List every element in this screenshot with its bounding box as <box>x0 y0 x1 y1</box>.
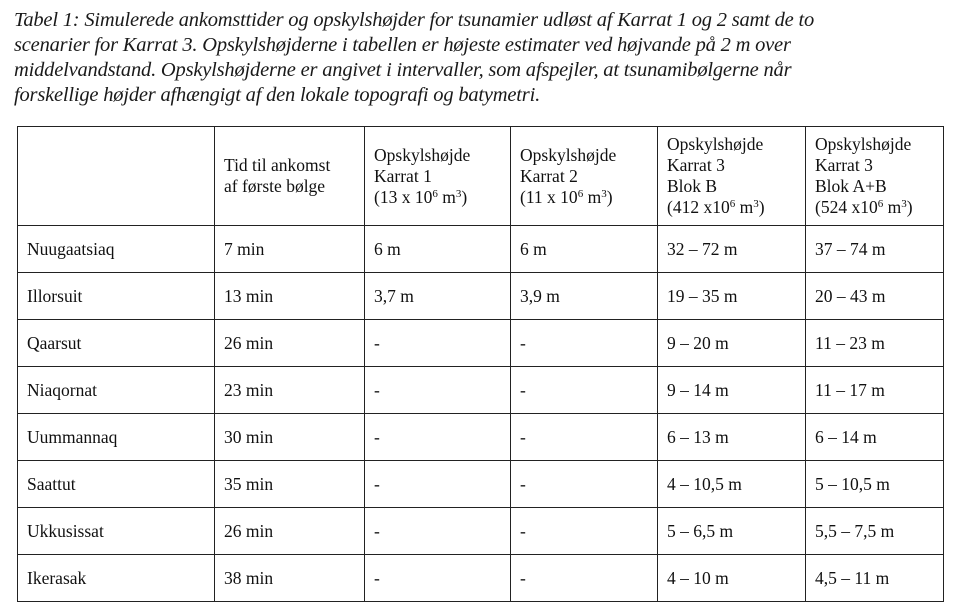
cell-karrat-3-blok-ab: 11 – 17 m <box>806 367 944 414</box>
cell-arrival-time: 38 min <box>215 555 365 602</box>
caption-line: middelvandstand. Opskylshøjderne er angivet i intervaller, som afspejler, at tsunamibølgerne når <box>14 59 792 81</box>
header-volume: (412 $x10^6$ $m^3$) <box>667 197 765 217</box>
cell-karrat-2: 3,9 m <box>511 273 658 320</box>
cell-karrat-1: 6 m <box>365 226 511 273</box>
header-volume: (13 x $10^6$ $m^3$) <box>374 186 468 207</box>
cell-karrat-3-blok-ab: 20 – 43 m <box>806 273 944 320</box>
cell-location: Illorsuit <box>18 273 215 320</box>
table-row <box>18 320 944 367</box>
cell-location: Qaarsut <box>18 320 215 367</box>
cell-karrat-3-blok-b: 5 – 6,5 m <box>658 508 806 555</box>
cell-karrat-2: - <box>511 508 658 555</box>
header-volume: (11 x $10^6$ $m^3$) <box>520 186 613 207</box>
cell-karrat-1: - <box>365 461 511 508</box>
header-line: Tid til ankomst <box>224 155 331 175</box>
cell-karrat-3-blok-b: 6 – 13 m <box>658 414 806 461</box>
cell-karrat-3-blok-ab: 5 – 10,5 m <box>806 461 944 508</box>
header-line: af første bølge <box>224 176 326 196</box>
header-volume: (524 $x10^6$ $m^3$) <box>815 197 913 217</box>
cell-karrat-3-blok-b: 32 – 72 m <box>658 226 806 273</box>
header-line: Opskylshøjde <box>520 144 617 165</box>
header-line: Opskylshøjde <box>815 134 912 154</box>
table-row <box>18 226 944 273</box>
cell-location: Saattut <box>18 461 215 508</box>
header-karrat-3-blok-ab <box>806 127 944 226</box>
cell-location: Uummannaq <box>18 414 215 461</box>
cell-karrat-1: - <box>365 414 511 461</box>
cell-arrival-time: 26 min <box>215 508 365 555</box>
header-line: Karrat 1 <box>374 165 432 186</box>
header-karrat-1 <box>365 127 511 226</box>
header-line: Karrat 3 <box>815 155 873 175</box>
cell-karrat-3-blok-ab: 37 – 74 m <box>806 226 944 273</box>
header-location <box>18 127 215 226</box>
header-line: Blok B <box>667 176 718 196</box>
header-line: Blok A+B <box>815 176 887 196</box>
cell-karrat-2: - <box>511 555 658 602</box>
header-line: Karrat 3 <box>667 155 725 175</box>
cell-arrival-time: 23 min <box>215 367 365 414</box>
cell-karrat-1: 3,7 m <box>365 273 511 320</box>
caption-line: forskellige højder afhængigt af den lokale topografi og batymetri. <box>14 84 541 106</box>
cell-arrival-time: 7 min <box>215 226 365 273</box>
cell-karrat-3-blok-b: 19 – 35 m <box>658 273 806 320</box>
cell-location: Niaqornat <box>18 367 215 414</box>
header-karrat-3-blok-b <box>658 127 806 226</box>
cell-location: Nuugaatsiaq <box>18 226 215 273</box>
cell-karrat-2: 6 m <box>511 226 658 273</box>
cell-karrat-3-blok-b: 4 – 10 m <box>658 555 806 602</box>
caption-line: scenarier for Karrat 3. Opskylshøjderne i tabellen er højeste estimater ved højvande på 2 m over <box>14 34 791 56</box>
cell-karrat-3-blok-b: 4 – 10,5 m <box>658 461 806 508</box>
cell-karrat-3-blok-ab: 5,5 – 7,5 m <box>806 508 944 555</box>
table-row <box>18 461 944 508</box>
header-line: Opskylshøjde <box>374 144 471 165</box>
cell-karrat-2: - <box>511 461 658 508</box>
cell-karrat-3-blok-ab: 6 – 14 m <box>806 414 944 461</box>
table-caption <box>14 8 946 108</box>
cell-karrat-2: - <box>511 320 658 367</box>
cell-location: Ikerasak <box>18 555 215 602</box>
cell-karrat-2: - <box>511 367 658 414</box>
cell-karrat-1: - <box>365 555 511 602</box>
cell-karrat-1: - <box>365 320 511 367</box>
table-row <box>18 367 944 414</box>
table-row <box>18 414 944 461</box>
cell-karrat-3-blok-ab: 4,5 – 11 m <box>806 555 944 602</box>
tsunami-table <box>17 126 944 602</box>
cell-karrat-1: - <box>365 508 511 555</box>
cell-karrat-3-blok-ab: 11 – 23 m <box>806 320 944 367</box>
cell-karrat-1: - <box>365 367 511 414</box>
header-line: Karrat 2 <box>520 165 578 186</box>
cell-location: Ukkusissat <box>18 508 215 555</box>
header-karrat-2 <box>511 127 658 226</box>
cell-arrival-time: 35 min <box>215 461 365 508</box>
cell-karrat-3-blok-b: 9 – 14 m <box>658 367 806 414</box>
cell-karrat-2: - <box>511 414 658 461</box>
table-header-row <box>18 127 944 226</box>
header-arrival-time <box>215 127 365 226</box>
cell-arrival-time: 26 min <box>215 320 365 367</box>
table-row <box>18 508 944 555</box>
table-row <box>18 273 944 320</box>
cell-arrival-time: 13 min <box>215 273 365 320</box>
cell-karrat-3-blok-b: 9 – 20 m <box>658 320 806 367</box>
header-line: Opskylshøjde <box>667 134 764 154</box>
cell-arrival-time: 30 min <box>215 414 365 461</box>
table-row <box>18 555 944 602</box>
caption-line: Tabel 1: Simulerede ankomsttider og opskylshøjder for tsunamier udløst af Karrat 1 og 2 samt de to <box>14 9 814 31</box>
